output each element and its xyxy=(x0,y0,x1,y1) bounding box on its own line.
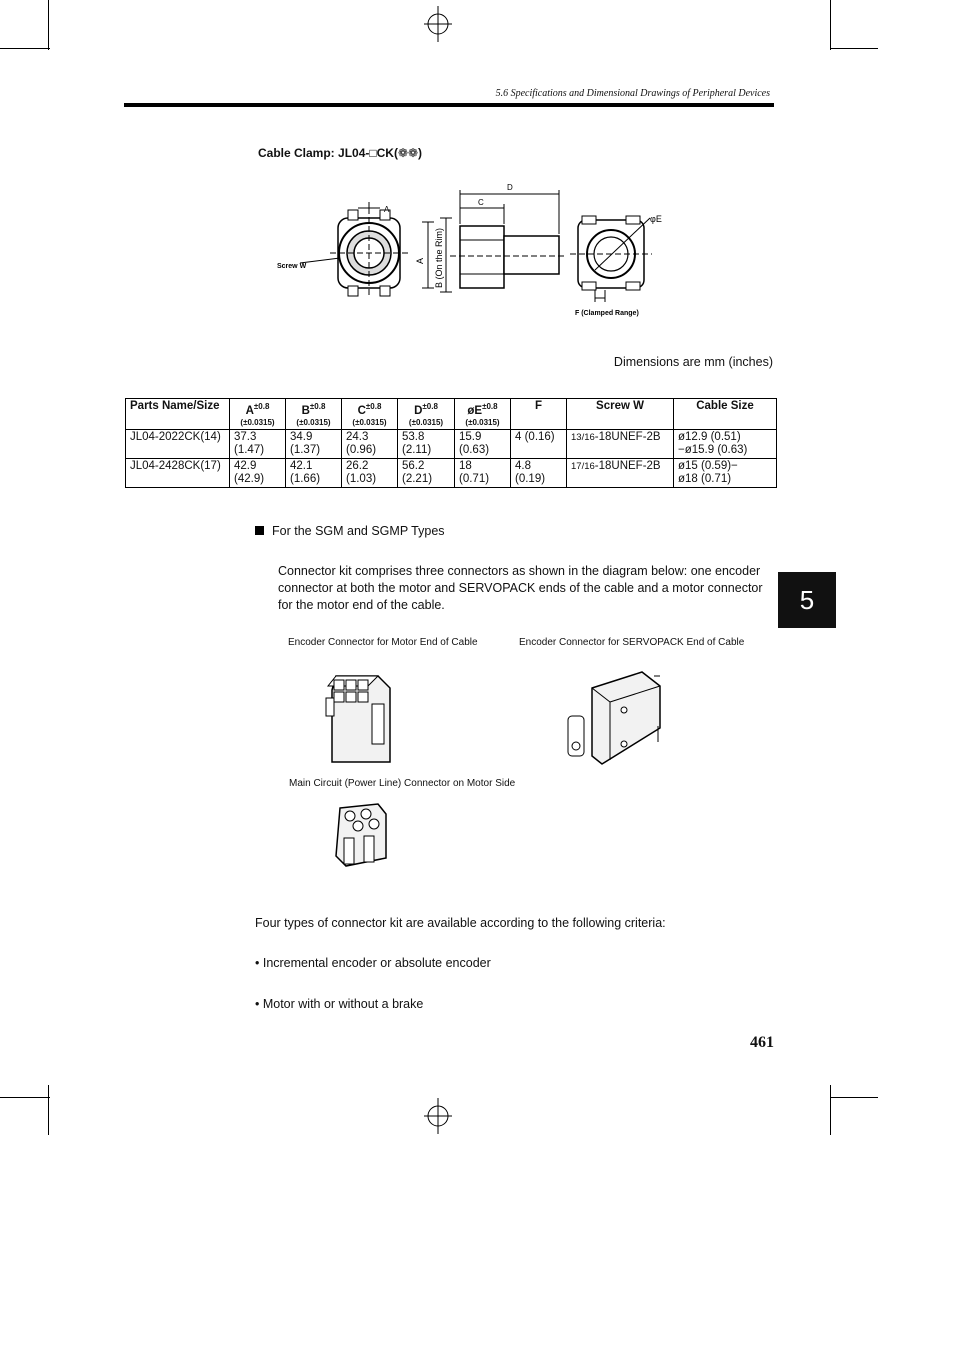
clamp-end-view xyxy=(570,216,652,302)
header-b: $B^{\pm 0.8}$ (±0.0315) xyxy=(286,399,342,430)
page-number: 461 xyxy=(750,1034,774,1051)
caption-main-circuit: Main Circuit (Power Line) Connector on Motor Side xyxy=(289,778,516,789)
caption-servopack-encoder: Encoder Connector for SERVOPACK End of Cable xyxy=(519,637,745,648)
label-a-vertical: A xyxy=(415,257,425,264)
label-d: D xyxy=(507,183,513,192)
header-d: $D^{\pm 0.8}$ (±0.0315) xyxy=(398,399,455,430)
header-rule xyxy=(124,103,774,107)
table-row: JL04-2022CK(14) 37.3 (1.47) 34.9 (1.37) 24.3 (0.96) 53.8 (2.11) 15.9 (0.63) 4 (0.16) 13/16-18UNEF-2B ø12.9 (0.51) −ø15.9 (0.63) xyxy=(126,430,777,459)
caption-motor-encoder: Encoder Connector for Motor End of Cable xyxy=(288,637,478,648)
header-e: $øE^{\pm 0.8}$ (±0.0315) xyxy=(455,399,511,430)
sgm-paragraph: Connector kit comprises three connectors as shown in the diagram below: one encoder connector at both the motor and SERVOPACK ends of the cable and a motor connector for the motor end of the cable. xyxy=(278,564,763,612)
running-header: 5.6 Specifications and Dimensional Drawings of Peripheral Devices xyxy=(495,88,770,99)
clamp-side-view xyxy=(450,190,565,288)
motor-encoder-connector-image xyxy=(322,668,394,766)
header-c: $C^{\pm 0.8}$ (±0.0315) xyxy=(342,399,398,430)
header-screw: Screw W xyxy=(567,399,674,430)
header-cable: Cable Size xyxy=(674,399,777,430)
section-title: Cable Clamp: JL04-□CK(❁❁) xyxy=(258,146,423,160)
label-c: C xyxy=(478,198,484,207)
table-header-row xyxy=(126,399,777,430)
registration-mark-top xyxy=(420,6,456,42)
cable-clamp-drawing xyxy=(270,178,690,323)
header-a: $A^{\pm 0.8}$ (±0.0315) xyxy=(230,399,286,430)
chapter-tab: 5 xyxy=(778,572,836,628)
criteria-item: • Motor with or without a brake xyxy=(255,997,424,1011)
label-e: φE xyxy=(650,214,662,224)
label-f: F (Clamped Range) xyxy=(575,310,639,317)
label-a: A xyxy=(384,205,390,214)
main-circuit-connector-image xyxy=(330,800,390,872)
header-f: F xyxy=(511,399,567,430)
header-parts: Parts Name/Size xyxy=(126,399,230,430)
clamp-front-view xyxy=(300,202,452,298)
dimensions-note: Dimensions are mm (inches) xyxy=(613,355,773,369)
table-row: JL04-2428CK(17) 42.9 (42.9) 42.1 (1.66) 26.2 (1.03) 56.2 (2.21) 18 (0.71) 4.8 (0.19) 17/16-18UNEF-2B ø15 (0.59)− ø18 (0.71) xyxy=(126,459,777,488)
servopack-encoder-connector-image xyxy=(562,668,668,768)
label-screw: Screw W xyxy=(277,263,307,270)
sgm-heading: For the SGM and SGMP Types xyxy=(255,524,445,538)
criteria-intro: Four types of connector kit are available according to the following criteria: xyxy=(255,916,666,930)
criteria-item: • Incremental encoder or absolute encoder xyxy=(255,956,491,970)
label-b: B (On the Rim) xyxy=(434,227,444,288)
registration-mark-bottom xyxy=(420,1098,456,1134)
square-bullet-icon xyxy=(255,526,264,535)
spec-table xyxy=(125,398,777,488)
